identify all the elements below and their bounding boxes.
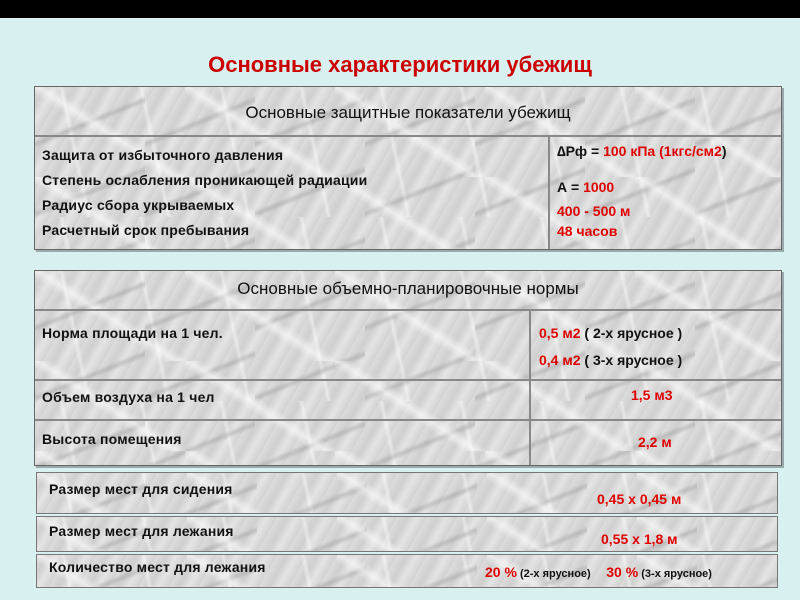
label-bed-size: Размер мест для лежания — [49, 523, 234, 539]
value-air-volume: 1,5 м3 — [631, 387, 673, 403]
value-area-two-tier — [539, 325, 682, 341]
overpressure-prefix: ∆Рф = — [557, 143, 604, 159]
area-note-2: ( 3-х ярусное ) — [580, 352, 683, 368]
value-area-three-tier — [539, 352, 682, 368]
attenuation-prefix: А = — [557, 179, 584, 195]
area-note-1: ( 2-х ярусное ) — [580, 325, 683, 341]
value-overpressure — [557, 143, 726, 159]
protection-panel — [34, 86, 782, 250]
value-attenuation — [557, 179, 614, 195]
overpressure-value: 100 кПа (1кгс/см2 — [603, 143, 722, 159]
label-bed-count: Количество мест для лежания — [49, 559, 266, 575]
label-duration: Расчетный срок пребывания — [42, 222, 250, 238]
divider — [35, 379, 781, 381]
bed-count-value-2: 30 % — [606, 564, 639, 580]
divider — [35, 419, 781, 421]
value-seat-size: 0,45 х 0,45 м — [597, 491, 682, 507]
value-bed-count — [485, 564, 712, 580]
label-area-per-person: Норма площади на 1 чел. — [42, 325, 223, 341]
bed-count-note-1: (2-х ярусное) — [516, 568, 591, 580]
top-bar — [0, 0, 800, 18]
planning-panel — [34, 270, 782, 466]
divider — [529, 309, 531, 465]
label-room-height: Высота помещения — [42, 431, 182, 447]
area-value-1: 0,5 м2 — [539, 325, 581, 341]
seat-size-row — [36, 472, 778, 514]
value-room-height: 2,2 м — [638, 434, 672, 450]
value-radius: 400 - 500 м — [557, 203, 631, 219]
value-bed-size: 0,55 х 1,8 м — [601, 531, 678, 547]
page-title: Основные характеристики убежищ — [208, 52, 592, 77]
label-seat-size: Размер мест для сидения — [49, 481, 233, 497]
bed-count-row — [36, 554, 778, 588]
protection-panel-header: Основные защитные показатели убежищ — [245, 103, 571, 122]
attenuation-value: 1000 — [583, 179, 615, 195]
divider — [548, 135, 550, 249]
value-duration: 48 часов — [557, 223, 618, 239]
label-air-volume: Объем воздуха на 1 чел — [42, 389, 215, 405]
divider — [35, 309, 781, 311]
label-radiation: Степень ослабления проникающей радиации — [42, 172, 368, 188]
area-value-2: 0,4 м2 — [539, 352, 581, 368]
label-radius: Радиус сбора укрываемых — [42, 197, 235, 213]
label-overpressure: Защита от избыточного давления — [42, 147, 284, 163]
planning-panel-header: Основные объемно-планировочные нормы — [237, 279, 579, 298]
divider — [35, 135, 781, 137]
bed-size-row — [36, 516, 778, 552]
bed-count-note-2: (3-х ярусное) — [638, 568, 712, 580]
overpressure-suffix: ) — [721, 143, 727, 159]
bed-count-value-1: 20 % — [485, 564, 517, 580]
